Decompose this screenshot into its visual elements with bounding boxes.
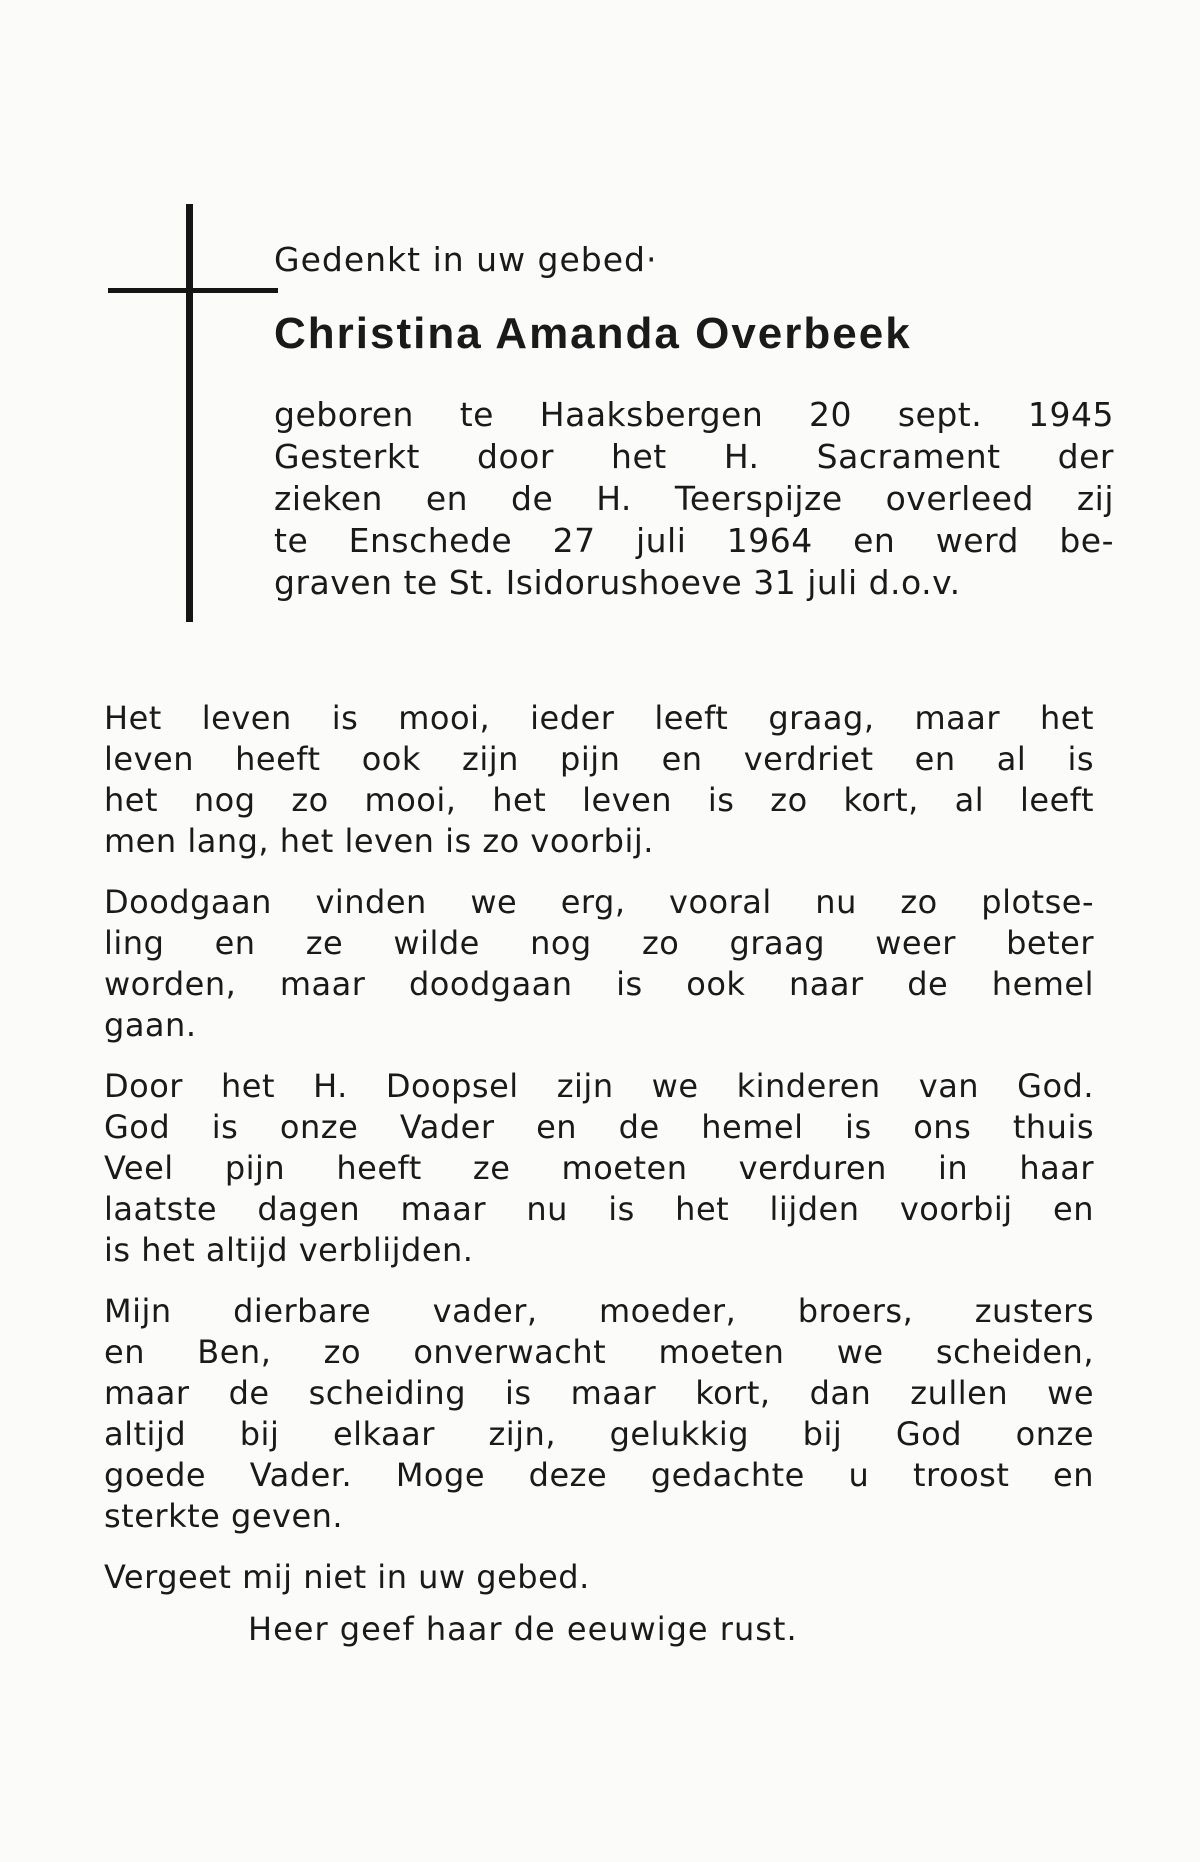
text-line: en Ben, zo onverwacht moeten we scheiden,: [104, 1333, 1094, 1371]
bio-line: geboren te Haaksbergen 20 sept. 1945: [274, 395, 1114, 434]
text-line: worden, maar doodgaan is ook naar de hemel: [104, 965, 1094, 1003]
text-line: Het leven is mooi, ieder leeft graag, maar het: [104, 699, 1094, 737]
text-line: leven heeft ook zijn pijn en verdriet en al is: [104, 740, 1094, 778]
text-line: sterkte geven.: [104, 1497, 344, 1535]
text-line: Vergeet mij niet in uw gebed.: [104, 1558, 590, 1596]
text-line: altijd bij elkaar zijn, gelukkig bij God onze: [104, 1415, 1094, 1453]
cross-vertical-bar: [186, 204, 193, 622]
cross-horizontal-bar: [108, 288, 278, 293]
memorial-text: [104, 698, 1094, 1618]
paragraph: [104, 1291, 1094, 1537]
prayer-request: Gedenkt in uw gebed·: [274, 240, 658, 279]
text-line: ling en ze wilde nog zo graag weer beter: [104, 924, 1094, 962]
biography: [274, 394, 1114, 604]
text-line: goede Vader. Moge deze gedachte u troost en: [104, 1456, 1094, 1494]
text-line: God is onze Vader en de hemel is ons thuis: [104, 1108, 1094, 1146]
bio-line: graven te St. Isidorushoeve 31 juli d.o.v.: [274, 563, 961, 602]
paragraph: [104, 1557, 1094, 1598]
bio-line: te Enschede 27 juli 1964 en werd be-: [274, 521, 1114, 560]
text-line: Door het H. Doopsel zijn we kinderen van God.: [104, 1067, 1094, 1105]
text-line: gaan.: [104, 1006, 197, 1044]
text-line: Veel pijn heeft ze moeten verduren in haar: [104, 1149, 1094, 1187]
text-line: is het altijd verblijden.: [104, 1231, 474, 1269]
bio-line: zieken en de H. Teerspijze overleed zij: [274, 479, 1114, 518]
heading-block: [274, 232, 1114, 604]
paragraph: [104, 1066, 1094, 1271]
text-line: laatste dagen maar nu is het lijden voorbij en: [104, 1190, 1094, 1228]
deceased-name: Christina Amanda Overbeek: [274, 309, 912, 358]
closing-prayer: Heer geef haar de eeuwige rust.: [248, 1610, 798, 1648]
paragraph: [104, 698, 1094, 862]
text-line: men lang, het leven is zo voorbij.: [104, 822, 654, 860]
text-line: Doodgaan vinden we erg, vooral nu zo plotse-: [104, 883, 1094, 921]
text-line: het nog zo mooi, het leven is zo kort, al leeft: [104, 781, 1094, 819]
text-line: Mijn dierbare vader, moeder, broers, zusters: [104, 1292, 1094, 1330]
text-line: maar de scheiding is maar kort, dan zullen we: [104, 1374, 1094, 1412]
paragraph: [104, 882, 1094, 1046]
bio-line: Gesterkt door het H. Sacrament der: [274, 437, 1114, 476]
